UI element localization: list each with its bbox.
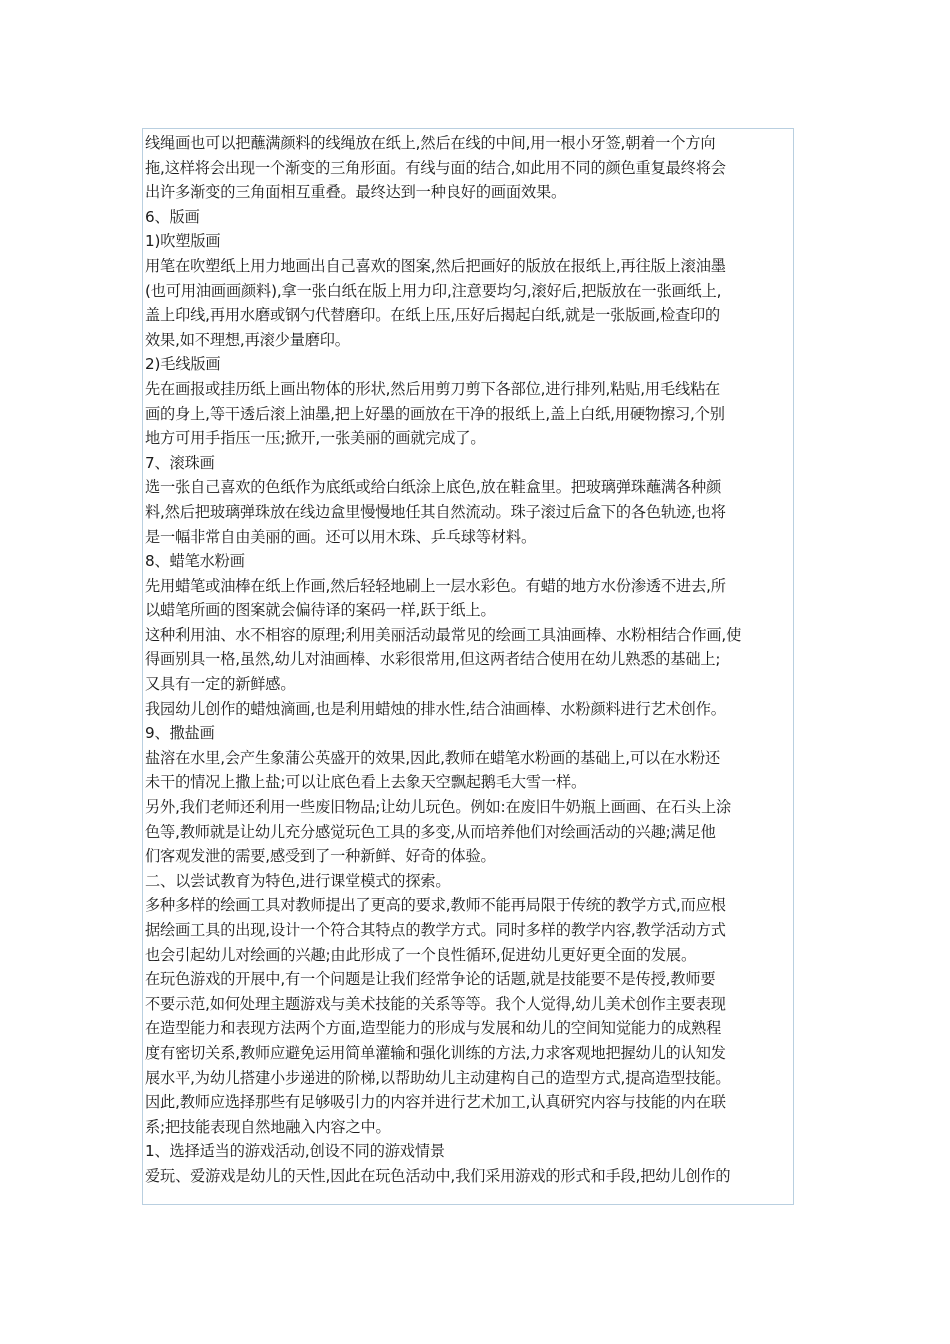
text-line: 1)吹塑版画: [145, 232, 221, 251]
text-line: 二、以尝试教育为特色,进行课堂模式的探索。: [145, 871, 451, 890]
text-line: 用笔在吹塑纸上用力地画出自己喜欢的图案,然后把画好的版放在报纸上,再往版上滚油墨: [145, 256, 726, 275]
text-line: 先在画报或挂历纸上画出物体的形状,然后用剪刀剪下各部位,进行排列,粘贴,用毛线粘在: [145, 379, 721, 398]
text-line: 爱玩、爱游戏是幼儿的天性,因此在玩色活动中,我们采用游戏的形式和手段,把幼儿创作的: [145, 1166, 731, 1185]
text-line: 未干的情况上撒上盐;可以让底色看上去象天空飘起鹅毛大雪一样。: [145, 773, 587, 792]
document-body: [145, 131, 793, 1189]
text-line: 以蜡笔所画的图案就会偏待译的案码一样,跃于纸上。: [145, 601, 496, 620]
text-line: 另外,我们老师还利用一些废旧物品;让幼儿玩色。例如:在废旧牛奶瓶上画画、在石头上涂: [145, 798, 732, 817]
text-line: 们客观发泄的需要,感受到了一种新鲜、好奇的体验。: [145, 847, 496, 866]
text-line: 7、滚珠画: [145, 453, 215, 472]
text-line: 地方可用手指压一压;掀开,一张美丽的画就完成了。: [145, 429, 486, 448]
text-line: 9、撒盐画: [145, 724, 215, 743]
text-line: 度有密切关系,教师应避免运用简单灌输和强化训练的方法,力求客观地把握幼儿的认知发: [145, 1043, 726, 1062]
text-line: 在玩色游戏的开展中,有一个问题是让我们经常争论的话题,就是技能要不是传授,教师要: [145, 970, 716, 989]
text-line: 系;把技能表现自然地融入内容之中。: [145, 1117, 391, 1136]
text-line: 2)毛线版画: [145, 355, 221, 374]
text-line: 据绘画工具的出现,设计一个符合其特点的教学方式。同时多样的教学内容,教学活动方式: [145, 921, 726, 939]
text-line: 效果,如不理想,再滚少量磨印。: [145, 330, 350, 349]
text-line: 8、蜡笔水粉画: [145, 552, 245, 571]
text-line: 先用蜡笔或油棒在纸上作画,然后轻轻地刷上一层水彩色。有蜡的地方水份渗透不进去,所: [145, 576, 726, 595]
text-line: 我园幼儿创作的蜡烛滴画,也是利用蜡烛的排水性,结合油画棒、水粉颜料进行艺术创作。: [145, 699, 726, 718]
text-line: 出许多渐变的三角面相互重叠。最终达到一种良好的画面效果。: [145, 183, 567, 202]
text-line: 画的身上,等干透后滚上油墨,把上好墨的画放在干净的报纸上,盖上白纸,用硬物擦习,个别: [145, 404, 725, 423]
text-line: (也可用油画画颜料),拿一张白纸在版上用力印,注意要均匀,滚好后,把版放在一张画纸上,: [145, 281, 722, 300]
text-line: 展水平,为幼儿搭建小步递进的阶梯,以帮助幼儿主动建构自己的造型方式,提高造型技能。: [145, 1068, 731, 1087]
text-line: 线绳画也可以把蘸满颜料的线绳放在纸上,然后在线的中间,用一根小牙签,朝着一个方向: [145, 134, 716, 152]
text-line: 料,然后把玻璃弹珠放在线边盒里慢慢地任其自然流动。珠子滚过后盒下的各色轨迹,也将: [145, 502, 726, 521]
text-line: 不要示范,如何处理主题游戏与美术技能的关系等等。我个人觉得,幼儿美术创作主要表现: [145, 994, 726, 1013]
text-line: 在造型能力和表现方法两个方面,造型能力的形成与发展和幼儿的空间知觉能力的成熟程: [145, 1019, 722, 1038]
page-frame: [142, 128, 794, 1205]
text-line: 多种多样的绘画工具对教师提出了更高的要求,教师不能再局限于传统的教学方式,而应根: [145, 896, 726, 915]
text-line: 选一张自己喜欢的色纸作为底纸或给白纸涂上底色,放在鞋盒里。把玻璃弹珠蘸满各种颜: [145, 478, 722, 497]
text-line: 盐溶在水里,会产生象蒲公英盛开的效果,因此,教师在蜡笔水粉画的基础上,可以在水粉还: [145, 748, 721, 767]
text-line: 是一幅非常自由美丽的画。还可以用木珠、乒乓球等材料。: [145, 527, 536, 546]
text-line: 6、版画: [145, 207, 200, 226]
text-line: 色等,教师就是让幼儿充分感觉玩色工具的多变,从而培养他们对绘画活动的兴趣;满足他: [145, 822, 716, 841]
text-line: 1、选择适当的游戏活动,创设不同的游戏情景: [145, 1142, 445, 1161]
text-line: 又具有一定的新鲜感。: [145, 675, 296, 694]
text-line: 得画别具一格,虽然,幼儿对油画棒、水彩很常用,但这两者结合使用在幼儿熟悉的基础上;: [145, 650, 721, 669]
text-line: 盖上印线,再用水磨或钢勺代替磨印。在纸上压,压好后揭起白纸,就是一张版画,检查印的: [145, 306, 721, 325]
text-line: 这种利用油、水不相容的原理;利用美丽活动最常见的绘画工具油画棒、水粉相结合作画,使: [145, 625, 742, 644]
text-line: 因此,教师应选择那些有足够吸引力的内容并进行艺术加工,认真研究内容与技能的内在联: [145, 1093, 726, 1112]
text-line: 拖,这样将会出现一个渐变的三角形面。有线与面的结合,如此用不同的颜色重复最终将会: [145, 158, 726, 177]
text-line: 也会引起幼儿对绘画的兴趣;由此形成了一个良性循环,促进幼儿更好更全面的发展。: [145, 945, 696, 964]
